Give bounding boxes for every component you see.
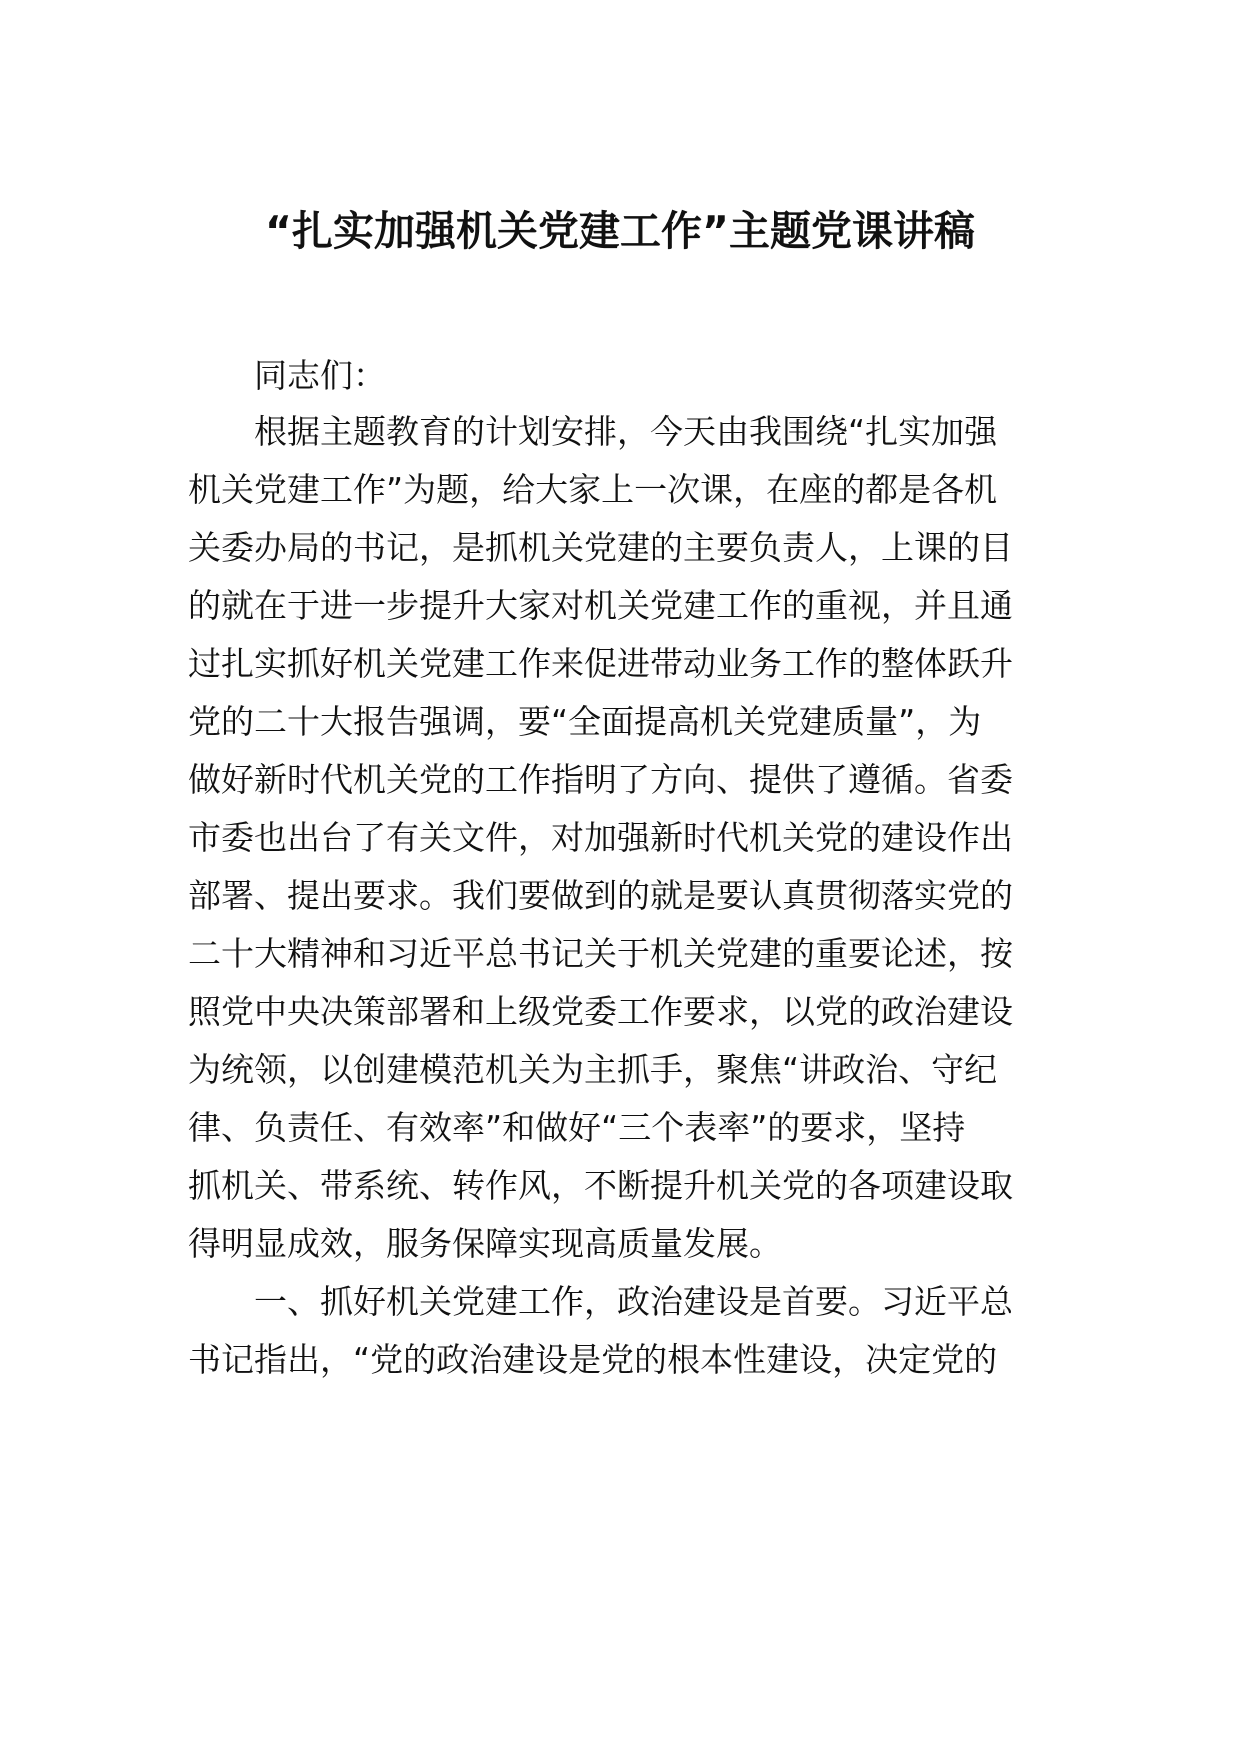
body-line: 做好新时代机关党的工作指明了方向、提供了遵循。省委 [188, 760, 1013, 799]
salutation: 同志们： [254, 356, 386, 395]
body-line: 得明显成效，服务保障实现高质量发展。 [188, 1224, 782, 1263]
body-line: 党的二十大报告强调，要“全面提高机关党建质量”，为 [188, 702, 982, 741]
body-line: 律、负责任、有效率”和做好“三个表率”的要求，坚持 [188, 1108, 966, 1147]
body-line: 市委也出台了有关文件，对加强新时代机关党的建设作出 [188, 818, 1013, 857]
body-line: 关委办局的书记，是抓机关党建的主要负责人，上课的目 [188, 528, 1013, 567]
section-heading-line: 一、抓好机关党建工作，政治建设是首要。习近平总 [254, 1282, 1013, 1321]
body-line: 的就在于进一步提升大家对机关党建工作的重视，并且通 [188, 586, 1013, 625]
body-line: 书记指出，“党的政治建设是党的根本性建设，决定党的 [188, 1340, 998, 1379]
document-title: “扎实加强机关党建工作”主题党课讲稿 [265, 207, 975, 255]
body-line: 抓机关、带系统、转作风，不断提升机关党的各项建设取 [188, 1166, 1013, 1205]
body-line: 根据主题教育的计划安排，今天由我围绕“扎实加强 [254, 412, 998, 451]
body-line: 过扎实抓好机关党建工作来促进带动业务工作的整体跃升 [188, 644, 1013, 683]
body-line: 机关党建工作”为题，给大家上一次课，在座的都是各机 [188, 470, 998, 509]
body-line: 为统领，以创建模范机关为主抓手，聚焦“讲政治、守纪 [188, 1050, 998, 1089]
body-line: 部署、提出要求。我们要做到的就是要认真贯彻落实党的 [188, 876, 1013, 915]
body-line: 二十大精神和习近平总书记关于机关党建的重要论述，按 [188, 934, 1013, 973]
body-line: 照党中央决策部署和上级党委工作要求，以党的政治建设 [188, 992, 1013, 1031]
